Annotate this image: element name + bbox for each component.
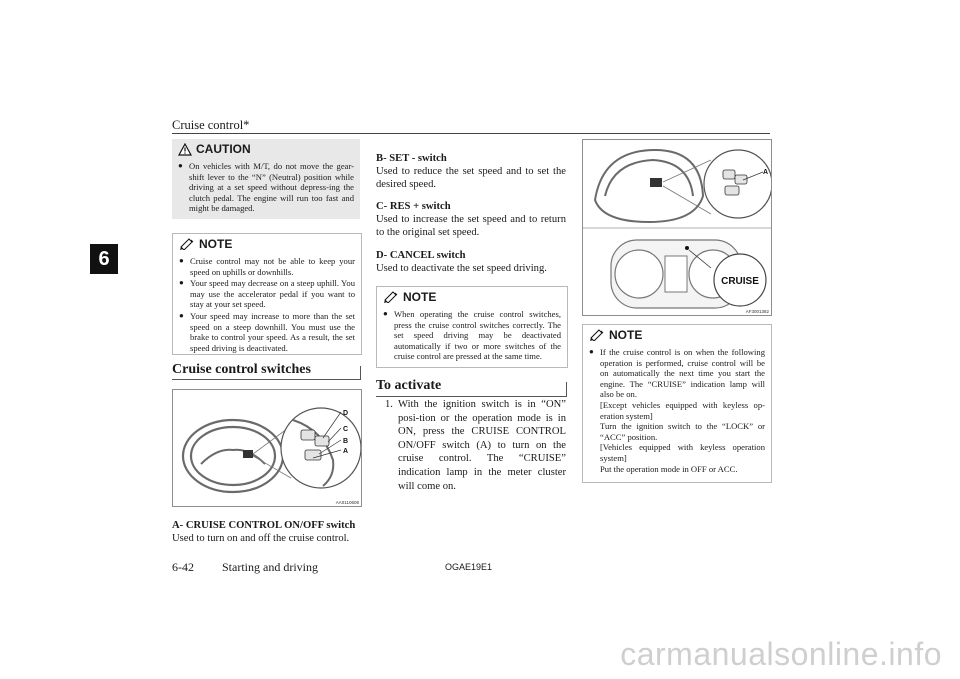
- bullet-icon: ●: [179, 278, 184, 288]
- switch-d-description: [376, 249, 566, 275]
- note-item: ● When operating the cruise control switches, press the cruise control switches correctly. The set speed driving may be deactivated automatically if two or more switches of the cruise control are pressed at the same time.: [383, 309, 561, 362]
- caution-box: [172, 139, 360, 219]
- caution-header: [172, 139, 360, 159]
- note-item: ● Your speed may increase to more than the set speed on a steep downhill. You must use the brake to control your speed. As a result, the set speed driving is deactivated.: [179, 310, 355, 353]
- switch-b-description: [376, 152, 566, 192]
- note-pencil-icon: [383, 291, 399, 303]
- switch-b-text: Used to reduce the set speed and to set the desired speed.: [376, 166, 566, 191]
- switch-c-description: [376, 200, 566, 240]
- bullet-icon: ●: [589, 347, 594, 356]
- bullet-icon: ●: [178, 161, 183, 170]
- callout-a: A: [763, 169, 769, 176]
- activate-step-1: [385, 398, 566, 493]
- page-number: 6-42: [172, 560, 194, 574]
- switch-c-title: C- RES + switch: [376, 201, 451, 212]
- section-rule: [376, 396, 566, 397]
- note-box-2: [376, 286, 568, 368]
- note-pencil-icon: [589, 329, 605, 341]
- chapter-tab: 6: [90, 244, 118, 274]
- switch-a-text: Used to turn on and off the cruise control.: [172, 533, 350, 545]
- figure-code: AF3001382: [745, 309, 769, 314]
- note-header: [583, 325, 771, 345]
- section-title-activate: To activate: [376, 378, 442, 393]
- note-item: ● If the cruise control is on when the following operation is performed, cruise control will be on automatically the next time you start the engine. The “CRUISE” indication lamp will also be on. [Except vehicles equipped with keyless op-eration system] Turn the ignition switch to the “LOCK” or “ACC” position. [Vehicles equipped with keyless operation system] Put the operation mode in OFF or ACC.: [589, 347, 765, 474]
- section-title-switches: Cruise control switches: [172, 362, 311, 377]
- figure-code: AA0110608: [335, 500, 359, 505]
- note-header: [377, 287, 567, 307]
- note-label: NOTE: [403, 290, 437, 304]
- note-label: NOTE: [609, 328, 643, 342]
- switch-a-description: [172, 519, 360, 545]
- section-rule-vertical: [566, 382, 567, 397]
- note-item: ● Your speed may decrease on a steep uphill. You may use the accelerator pedal if you want to stay at your set speed.: [179, 278, 355, 310]
- note-label: NOTE: [199, 237, 233, 251]
- caution-item: ● On vehicles with M/T, do not move the gear-shift lever to the “N” (Neutral) position while driving at a set speed without depress-ing the clutch pedal. The engine will run too fast and might be damaged.: [178, 161, 354, 214]
- footer-section-title: Starting and driving: [222, 560, 318, 574]
- switch-d-text: Used to deactivate the set speed driving.: [376, 263, 547, 275]
- bullet-icon: ●: [179, 310, 184, 320]
- note-box-1: [172, 233, 362, 355]
- header-rule: [172, 133, 770, 134]
- section-rule-vertical: [360, 366, 361, 380]
- step-text: With the ignition switch is in “ON” posi-tion or the operation mode is in ON, press the CRUISE CONTROL ON/OFF switch (A) to turn on the cruise control. The “CRUISE” indication lamp in the meter cluster will come on.: [398, 399, 566, 492]
- callout-d: D: [343, 410, 349, 417]
- callout-a: A: [343, 448, 349, 455]
- steering-wheel-switches-illustration: [173, 390, 361, 506]
- bullet-icon: ●: [179, 256, 184, 265]
- switch-c-text: Used to increase the set speed and to return to the original set speed.: [376, 214, 566, 239]
- note-item: ● Cruise control may not be able to keep your speed on uphills or downhills.: [179, 256, 355, 277]
- switch-a-title: A- CRUISE CONTROL ON/OFF switch: [172, 520, 356, 531]
- note-pencil-icon: [179, 238, 195, 250]
- caution-label: CAUTION: [196, 142, 251, 156]
- watermark: carmanualsonline.info: [620, 636, 942, 672]
- cruise-lamp-label: CRUISE: [721, 276, 759, 287]
- note-header: [173, 234, 361, 254]
- note-box-3: [582, 324, 772, 483]
- cruise-lamp-figure: [582, 139, 772, 316]
- switch-d-title: D- CANCEL switch: [376, 250, 466, 261]
- callout-c: C: [343, 426, 349, 433]
- warning-triangle-icon: [178, 143, 192, 156]
- step-number: 1.: [385, 399, 393, 410]
- steering-wheel-figure: [172, 389, 362, 507]
- footer-code: OGAE19E1: [445, 562, 493, 572]
- section-rule: [172, 379, 360, 380]
- bullet-icon: ●: [383, 309, 388, 318]
- running-header: Cruise control*: [172, 118, 250, 132]
- steering-and-meter-illustration: [583, 140, 771, 315]
- callout-b: B: [343, 438, 349, 445]
- switch-b-title: B- SET - switch: [376, 153, 447, 164]
